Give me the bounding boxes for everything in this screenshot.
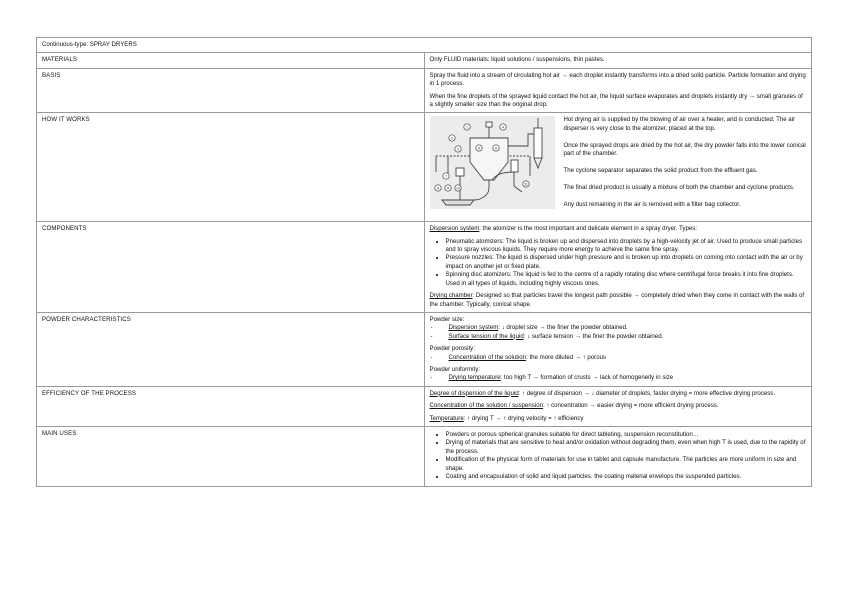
components-content [424,222,812,313]
powder-uniformity-title: Powder uniformity: [429,365,480,373]
efficiency-content [424,386,812,426]
chamber-paragraph [430,292,808,309]
how-it-works-content [424,113,812,222]
powder-size-title: Powder size: [429,315,465,323]
uses-label: MAIN USES [37,426,425,486]
powder-size-list [430,324,808,341]
uses-content [424,426,812,486]
atomizer-list [430,238,808,288]
list-item: - Concentration of the solution: the more diluted → ↑ porous [430,354,808,362]
diagram-number: 1 [465,125,468,130]
how-it-works-label: HOW IT WORKS [37,113,425,222]
basis-paragraph: Spray the fluid into a stream of circulating hot air → each droplet instantly transforms into a dried solid particle. Particle formation and drying in 1 process. [429,71,806,88]
basis-row [37,68,812,113]
efficiency-line: Concentration of the solution / suspension: ↑ concentration → easier drying = more efficient drying process. [429,402,719,410]
basis-content [424,68,812,113]
diagram-number: 9 [446,186,449,191]
how-step: Hot drying air is supplied by the blowing of air over a heater, and is conducted. The air disperser is very close to the atomizer, placed at the top. [563,116,796,132]
diagram-number: 6 [494,146,497,151]
diagram-number: 3 [456,147,459,152]
powder-row [37,312,812,386]
powder-porosity-list [430,354,808,362]
basis-label: BASIS [37,68,425,113]
efficiency-line: Degree of dispersion of the liquid: ↑ degree of dispersion → ↓ diameter of droplets, faster drying = more effective drying process. [429,389,776,397]
table-title: Continuous-type: SPRAY DRYERS [37,38,812,53]
efficiency-line: Temperature: ↑ drying T → ↑ drying velocity = ↑ efficiency [429,414,584,422]
powder-porosity-title: Powder porosity: [429,345,475,353]
list-item: - Surface tension of the liquid: ↓ surface tension → the finer the powder obtained. [430,333,808,341]
chamber-text: : Designed so that particles travel the longest path possible → completely dried when they come in contact with the walls of the chamber. Typically, conical shape. [429,292,805,308]
diagram-number: 10 [455,186,460,191]
list-item: • Modification of the physical form of materials for use in tablet and capsule manufacture. The particles are more uniform in size and shape. [446,456,808,473]
diagram-number: 11 [523,182,528,187]
spray-dryer-diagram [430,116,555,209]
materials-text: Only FLUID materials: liquid solutions / suspensions, thin pastes. [424,53,812,68]
basis-paragraph: When the fine droplets of the sprayed liquid contact the hot air, the liquid surface evaporates and droplets instantly dry → small granules of a slightly smaller size than the original drop. [429,92,803,109]
diagram-number: 7 [444,174,447,179]
uses-list [430,431,808,481]
list-item: • Coating and encapsulation of solid and liquid particles. the coating material envelops the suspended particles. [446,473,808,481]
materials-row [37,53,812,68]
how-it-works-row [37,113,812,222]
spray-dryers-table [36,37,812,487]
powder-label: POWDER CHARACTERISTICS [37,312,425,386]
uses-row [37,426,812,486]
list-item: - Dispersion system: ↓ droplet size → the finer the powder obtained. [430,324,808,332]
list-item: • Pneumatic atomizers: The liquid is broken up and dispersed into droplets by a high-velocity jet of air. Used to produce small particles and to spray viscous liquids. They require more energy to achieve the same fine spray. [446,238,808,255]
powder-uniformity-list [430,374,808,382]
dispersion-text: : the atomizer is the most important and delicate element in a spray dryer. Types: [479,225,697,233]
components-row [37,222,812,313]
dispersion-paragraph [430,225,808,233]
list-item: • Pressure nozzles: The liquid is dispersed under high pressure and is broken up into droplets on coming into contact with the air or by impact on another jet or fixed plate. [446,254,808,271]
diagram-number: 5 [477,146,480,151]
dispersion-term: Dispersion system [429,225,480,233]
efficiency-label: EFFICIENCY OF THE PROCESS [37,386,425,426]
diagram-number: 8 [436,186,439,191]
list-item: • Drying of materials that are sensitive to heat and/or oxidation without degrading them, even when high T is used, due to the rapidity of the process. [446,439,808,456]
components-label: COMPONENTS [37,222,425,313]
powder-content [424,312,812,386]
materials-label: MATERIALS [37,53,425,68]
chamber-term: Drying chamber [429,292,473,300]
list-item: - Drying temperature: too high T → formation of crusts → lack of homogeneity in size [430,374,808,382]
how-step: The final dried product is usually a mixture of both the chamber and cyclone products. [563,184,795,192]
diagram-number: 4 [501,125,504,130]
list-item: • Spinning disc atomizers: The liquid is fed to the centre of a rapidly rotating disc where centrifugal force breaks it into fine droplets. Used in all types of liquids, including highly viscous ones. [446,271,808,288]
title-row [37,38,812,53]
diagram-number: 2 [450,136,453,141]
efficiency-row [37,386,812,426]
how-step: The cyclone separator separates the solid product from the effluent gas. [563,167,758,175]
how-step: Any dust remaining in the air is removed with a filter bag collector. [563,201,741,209]
how-step: Once the sprayed drops are dried by the hot air, the dry powder falls into the lower conical part of the chamber. [563,141,806,158]
list-item: • Powders or porous spherical granules suitable for direct tableting, suspension reconstitution… [446,431,808,439]
